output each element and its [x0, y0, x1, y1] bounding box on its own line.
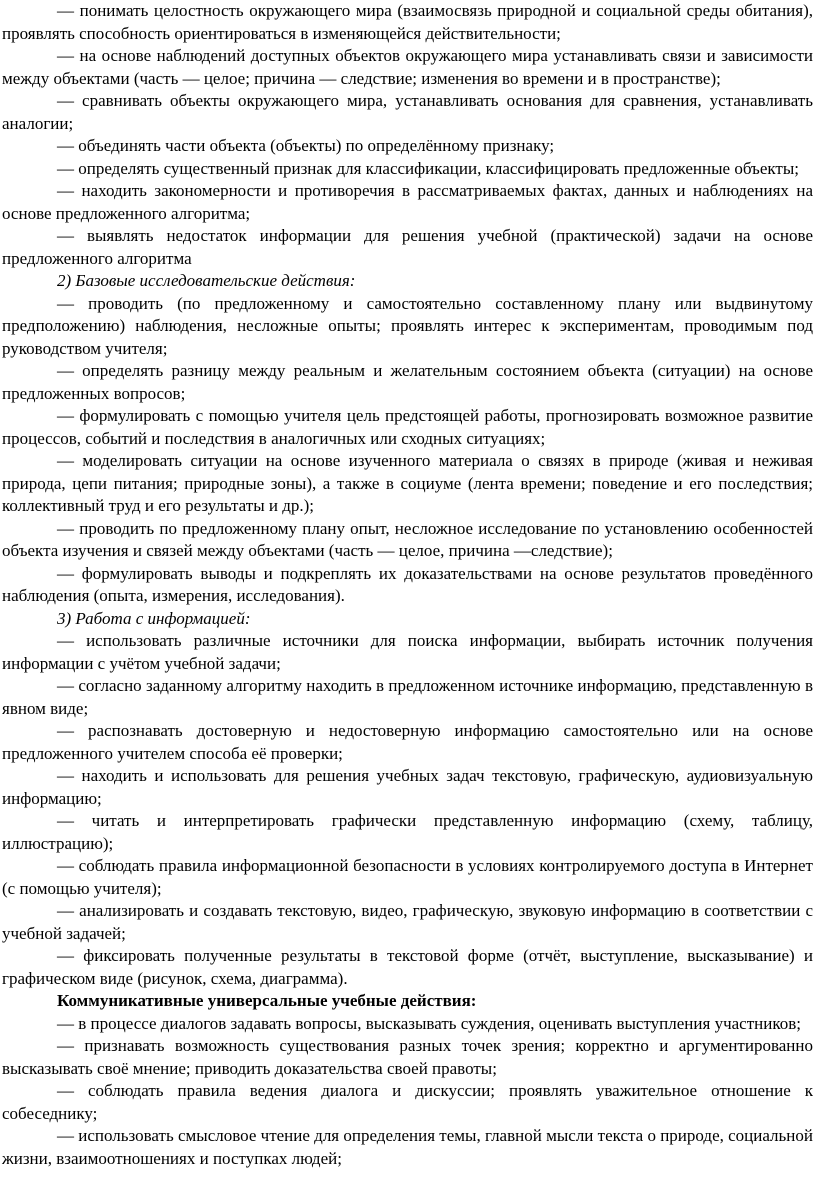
list-item: — признавать возможность существования разных точек зрения; корректно и аргументированно высказывать своё мнение; приводить доказательства своей правоты; — [2, 1036, 813, 1078]
document-body — [2, 0, 813, 1170]
list-item: — формулировать выводы и подкреплять их доказательствами на основе результатов проведённого наблюдения (опыта, измерения, исследования). — [2, 563, 813, 605]
list-item: — формулировать с помощью учителя цель предстоящей работы, прогнозировать возможное развитие процессов, событий и последствия в аналогичных или сходных ситуациях; — [2, 406, 813, 448]
list-item: — использовать смысловое чтение для определения темы, главной мысли текста о природе, социальной жизни, взаимоотношениях и поступках людей; — [2, 1126, 813, 1168]
list-item: — определять разницу между реальным и желательным состоянием объекта (ситуации) на основе предложенных вопросов; — [2, 361, 813, 403]
list-item: — фиксировать полученные результаты в текстовой форме (отчёт, выступление, высказывание) и графическом виде (рисунок, схема, диаграмма). — [2, 946, 813, 988]
section-heading: 3) Работа с информацией: — [57, 608, 251, 628]
list-item: — соблюдать правила ведения диалога и дискуссии; проявлять уважительное отношение к собеседнику; — [2, 1081, 813, 1123]
list-item: — выявлять недостаток информации для решения учебной (практической) задачи на основе предложенного алгоритма — [2, 226, 813, 268]
list-item: — объединять части объекта (объекты) по определённому признаку; — [57, 136, 555, 155]
list-item: — анализировать и создавать текстовую, видео, графическую, звуковую информацию в соответствии с учебной задачей; — [2, 901, 813, 943]
list-item: — проводить (по предложенному и самостоятельно составленному плану или выдвинутому предположению) наблюдения, несложные опыты; проявлять интерес к экспериментам, проводимым под руководством учителя; — [2, 293, 813, 358]
list-item: — моделировать ситуации на основе изученного материала о связях в природе (живая и неживая природа, цепи питания; природные зоны), а также в социуме (лента времени; поведение и его последствия; коллективный труд и его результаты и др.); — [2, 451, 813, 515]
list-item: — использовать различные источники для поиска информации, выбирать источник получения информации с учётом учебной задачи; — [2, 631, 813, 673]
list-item: — в процессе диалогов задавать вопросы, высказывать суждения, оценивать выступления участников; — [57, 1013, 801, 1033]
list-item: — согласно заданному алгоритму находить в предложенном источнике информацию, представленную в явном виде; — [2, 676, 813, 718]
list-item: — сравнивать объекты окружающего мира, устанавливать основания для сравнения, устанавливать аналогии; — [2, 91, 813, 133]
list-item: — понимать целостность окружающего мира (взаимосвязь природной и социальной среды обитания), проявлять способность ориентироваться в изменяющейся действительности; — [2, 1, 813, 43]
list-item: — распознавать достоверную и недостоверную информацию самостоятельно или на основе предложенного учителем способа её проверки; — [2, 721, 813, 763]
list-item: — определять существенный признак для классификации, классифицировать предложенные объекты; — [57, 158, 799, 178]
section-heading: 2) Базовые исследовательские действия: — [57, 271, 356, 290]
list-item: — на основе наблюдений доступных объектов окружающего мира устанавливать связи и зависимости между объектами (часть — целое; причина — следствие; изменения во времени и в пространстве); — [2, 46, 813, 88]
list-item: — читать и интерпретировать графически представленную информацию (схему, таблицу, иллюстрацию); — [2, 811, 813, 853]
list-item: — находить закономерности и противоречия в рассматриваемых фактах, данных и наблюдениях на основе предложенного алгоритма; — [2, 181, 813, 223]
list-item: — соблюдать правила информационной безопасности в условиях контролируемого доступа в Интернет (с помощью учителя); — [2, 856, 813, 898]
list-item: — находить и использовать для решения учебных задач текстовую, графическую, аудиовизуальную информацию; — [2, 766, 813, 808]
list-item: — проводить по предложенному плану опыт, несложное исследование по установлению особенностей объекта изучения и связей между объектами (часть — целое, причина —следствие); — [2, 518, 813, 560]
section-heading: Коммуникативные универсальные учебные действия: — [57, 991, 477, 1010]
